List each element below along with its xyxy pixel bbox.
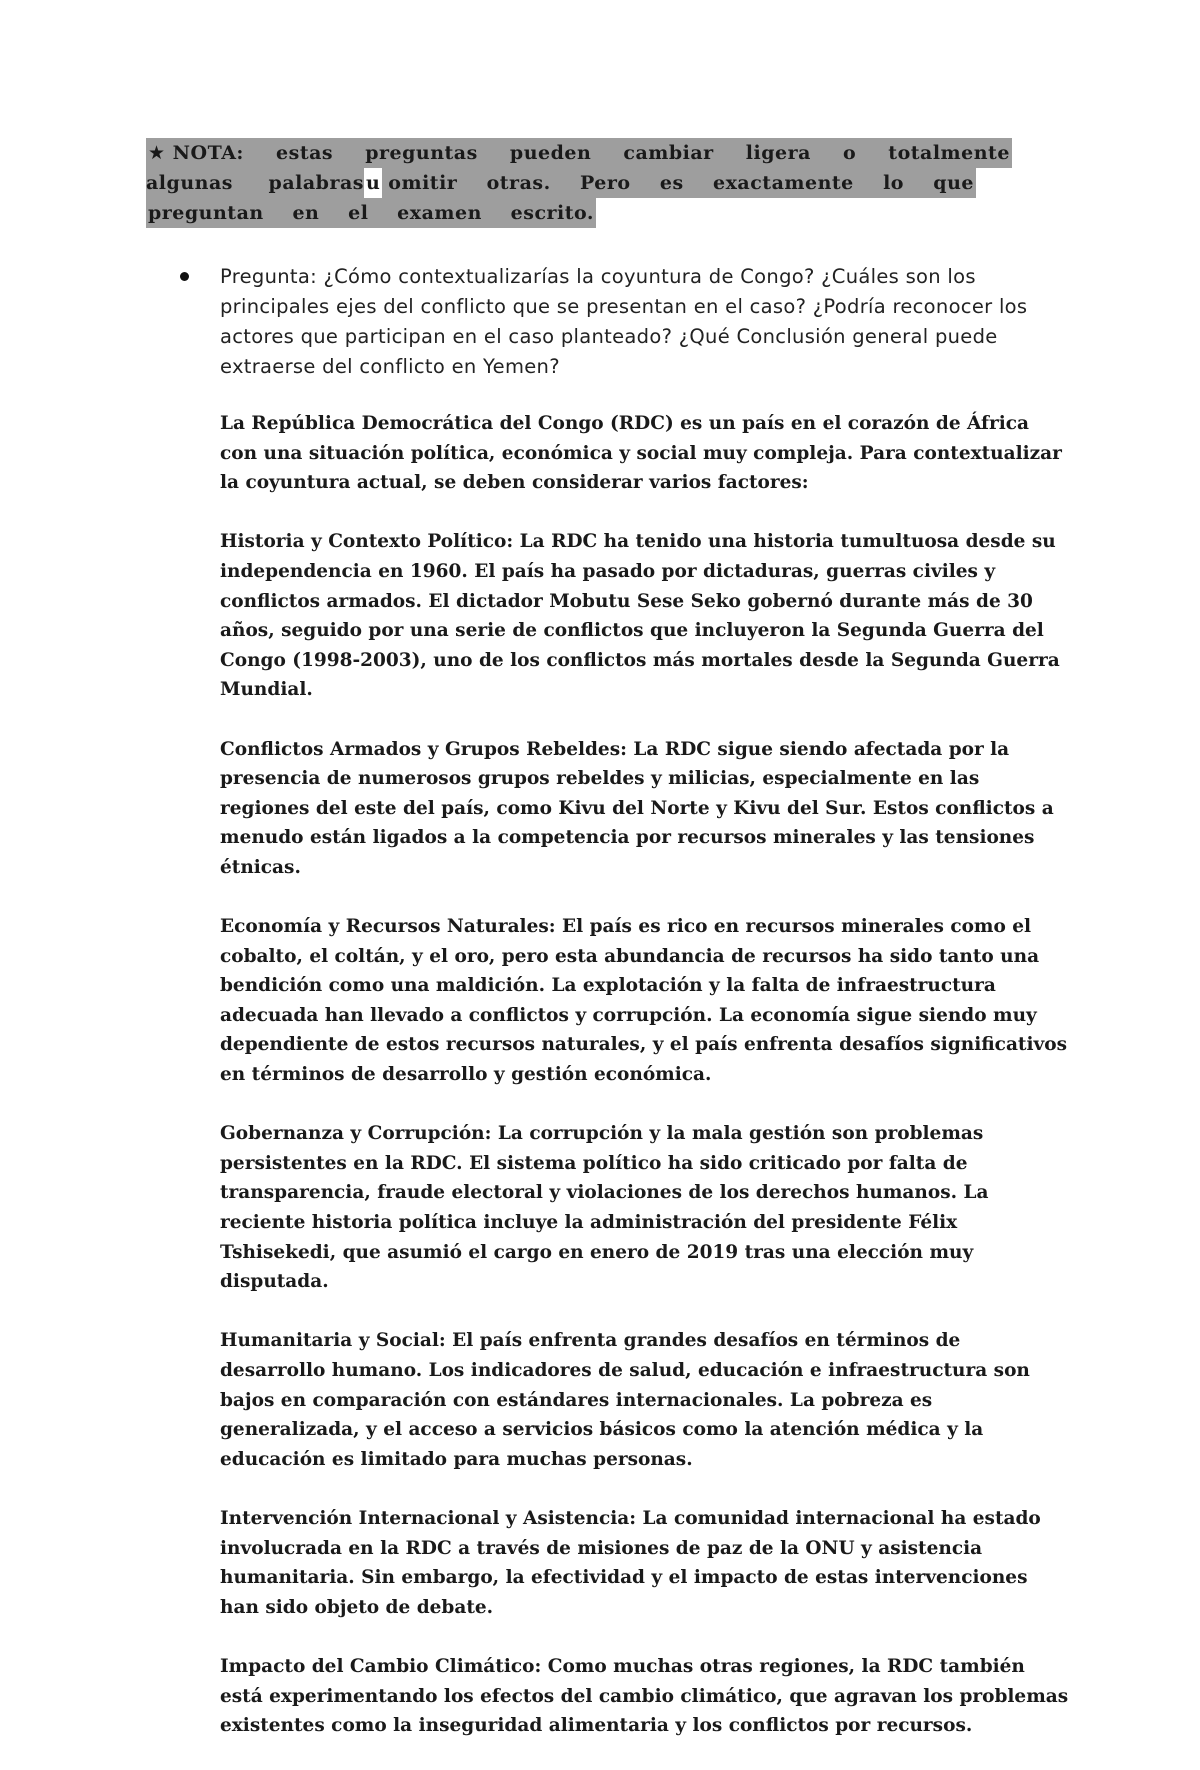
note-word: examen xyxy=(397,202,482,224)
paragraph-intervencion: Intervención Internacional y Asistencia: La comunidad internacional ha estado involucrada en la RDC a través de misiones de paz de la ONU y asistencia humanitaria. Sin embargo, la efectividad y el impacto de estas intervenciones han sido objeto de debate. xyxy=(220,1507,1041,1618)
note-segment: algunas palabras xyxy=(146,168,364,198)
note-word-unhighlighted: u xyxy=(364,168,382,198)
note-word: cambiar xyxy=(623,142,714,164)
note-word: preguntan xyxy=(148,202,264,224)
paragraph-historia: Historia y Contexto Político: La RDC ha tenido una historia tumultuosa desde su independencia en 1960. El país ha pasado por dictaduras, guerras civiles y conflictos armados. El dictador Mobutu Sese Seko gobernó durante más de 30 años, seguido por una serie de conflictos que incluyeron la Segunda Guerra del Congo (1998-2003), uno de los conflictos más mortales desde la Segunda Guerra Mundial. xyxy=(220,531,1060,701)
paragraph-clima: Impacto del Cambio Climático: Como muchas otras regiones, la RDC también está experimentando los efectos del cambio climático, que agravan los problemas existentes como la inseguridad alimentaria y los conflictos por recursos. xyxy=(220,1655,1069,1737)
note-word: pueden xyxy=(509,142,592,164)
note-line-1 xyxy=(146,138,1012,168)
paragraph-gobernanza: Gobernanza y Corrupción: La corrupción y la mala gestión son problemas persistentes en la RDC. El sistema político ha sido criticado por falta de transparencia, fraude electoral y violaciones de los derechos humanos. La reciente historia política incluye la administración del presidente Félix Tshisekedi, que asumió el cargo en enero de 2019 tras una elección muy disputada. xyxy=(220,1123,989,1293)
paragraph-intro: La República Democrática del Congo (RDC) es un país en el corazón de África con una situación política, económica y social muy compleja. Para contextualizar la coyuntura actual, se deben considerar varios factores: xyxy=(220,413,1062,494)
note-word: ligera xyxy=(745,142,811,164)
note-word: estas xyxy=(276,142,334,164)
question-list-item xyxy=(180,262,1040,382)
note-word: preguntas xyxy=(365,142,478,164)
paragraph-conflictos: Conflictos Armados y Grupos Rebeldes: La RDC sigue siendo afectada por la presencia de numerosos grupos rebeldes y milicias, especialmente en las regiones del este del país, como Kivu del Norte y Kivu del Sur. Estos conflictos a menudo están ligados a la competencia por recursos minerales y las tensiones étnicas. xyxy=(220,738,1054,878)
note-block xyxy=(146,138,1012,228)
note-word: escrito. xyxy=(510,202,594,224)
question-text: Pregunta: ¿Cómo contextualizarías la coyuntura de Congo? ¿Cuáles son los principales ejes del conflicto que se presentan en el caso? ¿Podría reconocer los actores que participan en el caso planteado? ¿Qué Conclusión general puede extraerse del conflicto en Yemen? xyxy=(220,265,1028,378)
note-line-2 xyxy=(146,168,976,198)
note-segment: omitir otras. Pero es exactamente lo que xyxy=(382,168,976,198)
note-word: totalmente xyxy=(888,142,1010,164)
bullet-icon xyxy=(180,272,189,281)
answer-body xyxy=(220,409,1070,1770)
paragraph-humanitaria: Humanitaria y Social: El país enfrenta grandes desafíos en términos de desarrollo humano. Los indicadores de salud, educación e infraestructura son bajos en comparación con estándares internacionales. La pobreza es generalizada, y el acceso a servicios básicos como la atención médica y la educación es limitado para muchas personas. xyxy=(220,1330,1030,1470)
note-line-3 xyxy=(146,198,596,228)
note-word: el xyxy=(348,202,369,224)
note-word: en xyxy=(292,202,320,224)
paragraph-economia: Economía y Recursos Naturales: El país es rico en recursos minerales como el cobalto, el coltán, y el oro, pero esta abundancia de recursos ha sido tanto una bendición como una maldición. La explotación y la falta de infraestructura adecuada han llevado a conflictos y corrupción. La economía sigue siendo muy dependiente de estos recursos naturales, y el país enfrenta desafíos significativos en términos de desarrollo y gestión económica. xyxy=(220,916,1068,1086)
star-icon: ★ NOTA: xyxy=(148,142,244,164)
note-word: o xyxy=(843,142,857,164)
